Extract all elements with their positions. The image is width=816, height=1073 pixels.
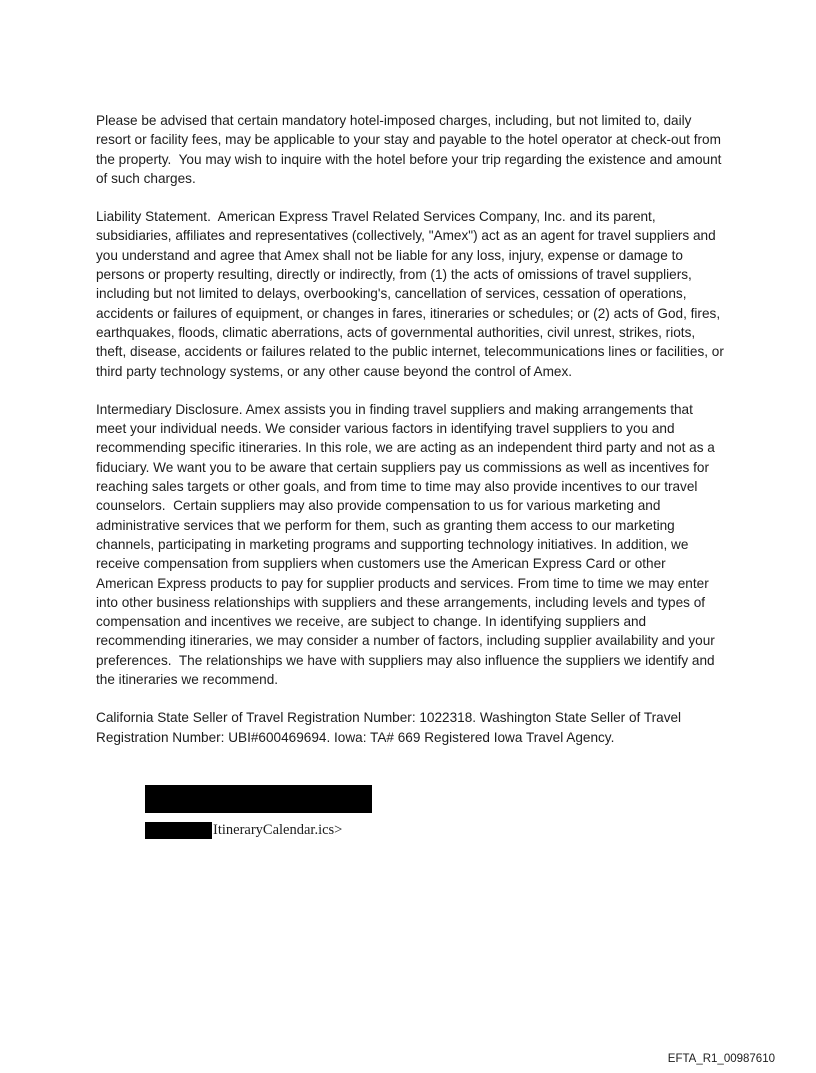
attachment-line [145,822,724,839]
paragraph-hotel-charges: Please be advised that certain mandatory hotel-imposed charges, including, but not limited to, daily resort or facility fees, may be applicable to your stay and payable to the hotel operator at check-out from the property. You may wish to inquire with the hotel before your trip regarding the existence and amount of such charges. [96,113,726,186]
paragraph-seller-of-travel-registration: California State Seller of Travel Registration Number: 1022318. Washington State Seller of Travel Registration Number: UBI#600469694. Iowa: TA# 669 Registered Iowa Travel Agency. [96,710,685,745]
bates-number: EFTA_R1_00987610 [667,1053,775,1065]
redacted-attachment-block [145,785,724,839]
calendar-attachment-filename: ItineraryCalendar.ics> [213,821,343,838]
paragraph-intermediary-disclosure: Intermediary Disclosure. Amex assists you in finding travel suppliers and making arrangements that meet your individual needs. We consider various factors in identifying travel suppliers to you and recommending specific itineraries. In this role, we are acting as an independent third party and not as a fiduciary. We want you to be aware that certain suppliers pay us commissions as well as incentives for reaching sales targets or other goals, and from time to time may also provide incentives to our travel counselors. Certain suppliers may also provide compensation to us for various marketing and administrative services that we perform for them, such as granting them access to our marketing channels, participating in marketing programs and supporting technology initiatives. In addition, we receive compensation from suppliers when customers use the American Express Card or other American Express products to pay for supplier products and services. From time to time we may enter into other business relationships with suppliers and these arrangements, including levels and types of compensation and incentives we receive, are subject to change. In identifying suppliers and recommending itineraries, we may consider a number of factors, including supplier availability and your preferences. The relationships we have with suppliers may also influence the suppliers we identify and the itineraries we recommend. [96,401,719,688]
paragraph-liability-statement: Liability Statement. American Express Travel Related Services Company, Inc. and its parent, subsidiaries, affiliates and representatives (collectively, "Amex") act as an agent for travel suppliers and you understand and agree that Amex shall not be liable for any loss, injury, expense or damage to persons or property resulting, directly or indirectly, from (1) the acts of omissions of travel suppliers, including but not limited to delays, overbooking's, cancellation of services, cessation of operations, accidents or failures of equipment, or changes in fares, itineraries or schedules; or (2) acts of God, fires, earthquakes, floods, climatic aberrations, acts of governmental authorities, civil unrest, strikes, riots, theft, disease, accidents or failures related to the public internet, telecommunications lines or facilities, or third party technology systems, or any other cause beyond the control of Amex. [96,209,728,379]
redaction-bar-small [145,822,212,839]
document-body [96,111,728,839]
redaction-bar-large [145,785,372,813]
